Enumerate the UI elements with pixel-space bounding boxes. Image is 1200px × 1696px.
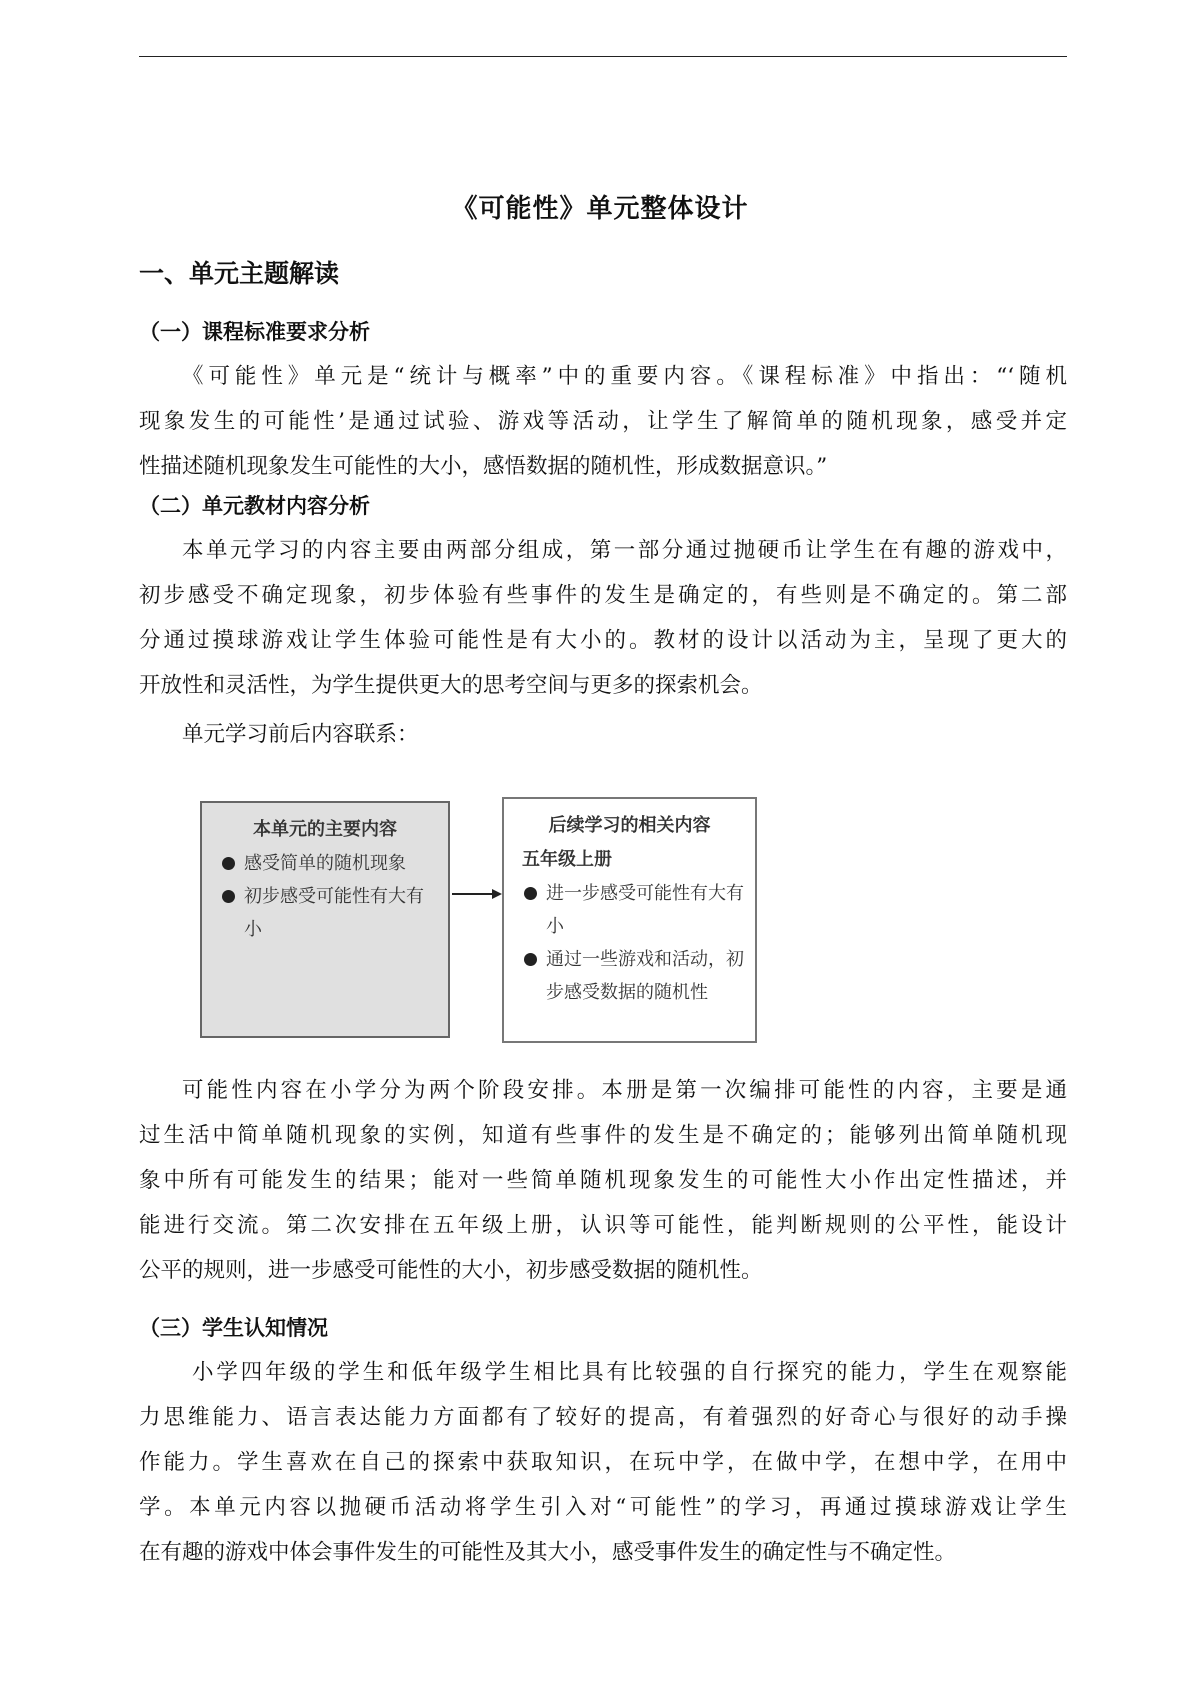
paragraph-line: 小学四年级的学生和低年级学生相比具有比较强的自行探究的能力，学生在观察能 [192, 1360, 1067, 1385]
paragraph-line: 单元学习前后内容联系： [182, 722, 419, 747]
paragraph-student-cognition [139, 1350, 1067, 1575]
diagram-right-list [504, 877, 755, 1009]
paragraph-line: 初步感受不确定现象，初步体验有些事件的发生是确定的，有些则是不确定的。第二部 [139, 583, 1067, 608]
paragraph-line: 作能力。学生喜欢在自己的探索中获取知识，在玩中学，在做中学，在想中学，在用中 [139, 1450, 1067, 1475]
list-item [522, 877, 745, 943]
paragraph-line: 象中所有可能发生的结果；能对一些简单随机现象发生的可能性大小作出定性描述，并 [139, 1168, 1067, 1193]
bullet-icon [524, 887, 537, 900]
paragraph-line: 学。本单元内容以抛硬币活动将学生引入对“可能性”的学习，再通过摸球游戏让学生 [139, 1495, 1067, 1520]
list-item [522, 943, 745, 1009]
paragraph-line: 开放性和灵活性，为学生提供更大的思考空间与更多的探索机会。 [139, 673, 763, 698]
paragraph-line: 公平的规则，进一步感受可能性的大小，初步感受数据的随机性。 [139, 1258, 763, 1283]
list-item-text: 进一步感受可能性有大有小 [546, 883, 744, 937]
paragraph-line: 在有趣的游戏中体会事件发生的可能性及其大小，感受事件发生的确定性与不确定性。 [139, 1540, 957, 1565]
right-arrow-icon [452, 884, 502, 904]
diagram-current-unit-box [200, 801, 450, 1038]
diagram-right-title: 后续学习的相关内容 [548, 815, 711, 836]
header-rule [139, 56, 1067, 57]
paragraph-link-label [139, 712, 1067, 757]
bullet-icon [222, 857, 235, 870]
bullet-icon [524, 953, 537, 966]
paragraph-line: 《可能性》单元是“统计与概率”中的重要内容。《课程标准》中指出：“‘随机 [182, 364, 1067, 389]
list-item-text: 初步感受可能性有大有小 [244, 886, 424, 940]
section-heading-1: 一、单元主题解读 [139, 259, 340, 288]
diagram-right-subtitle: 五年级上册 [522, 849, 612, 870]
paragraph-line: 可能性内容在小学分为两个阶段安排。本册是第一次编排可能性的内容，主要是通 [182, 1078, 1067, 1103]
subsection-heading-3: （三）学生认知情况 [139, 1316, 328, 1340]
paragraph-line: 本单元学习的内容主要由两部分组成，第一部分通过抛硬币让学生在有趣的游戏中， [182, 538, 1067, 563]
bullet-icon [222, 890, 235, 903]
list-item-text: 通过一些游戏和活动，初步感受数据的随机性 [546, 949, 744, 1003]
paragraph-line: 现象发生的可能性’是通过试验、游戏等活动，让学生了解简单的随机现象，感受并定 [139, 409, 1067, 434]
paragraph-content-analysis [139, 528, 1067, 708]
diagram-follow-up-box [502, 797, 757, 1043]
paragraph-stage-arrangement [139, 1068, 1067, 1293]
diagram-left-list [202, 847, 448, 946]
subsection-heading-1: （一）课程标准要求分析 [139, 320, 370, 344]
list-item [220, 847, 438, 880]
paragraph-line: 能进行交流。第二次安排在五年级上册，认识等可能性，能判断规则的公平性，能设计 [139, 1213, 1067, 1238]
document-title: 《可能性》单元整体设计 [451, 194, 749, 224]
subsection-heading-2: （二）单元教材内容分析 [139, 494, 370, 518]
paragraph-curriculum-standard [139, 354, 1067, 489]
list-item-text: 感受简单的随机现象 [244, 853, 406, 874]
paragraph-line: 过生活中简单随机现象的实例，知道有些事件的发生是不确定的；能够列出简单随机现 [139, 1123, 1067, 1148]
list-item [220, 880, 438, 946]
paragraph-line: 力思维能力、语言表达能力方面都有了较好的提高，有着强烈的好奇心与很好的动手操 [139, 1405, 1067, 1430]
paragraph-line: 分通过摸球游戏让学生体验可能性是有大小的。教材的设计以活动为主，呈现了更大的 [139, 628, 1067, 653]
diagram-left-title: 本单元的主要内容 [253, 819, 397, 840]
paragraph-line: 性描述随机现象发生可能性的大小，感悟数据的随机性，形成数据意识。” [139, 454, 828, 479]
